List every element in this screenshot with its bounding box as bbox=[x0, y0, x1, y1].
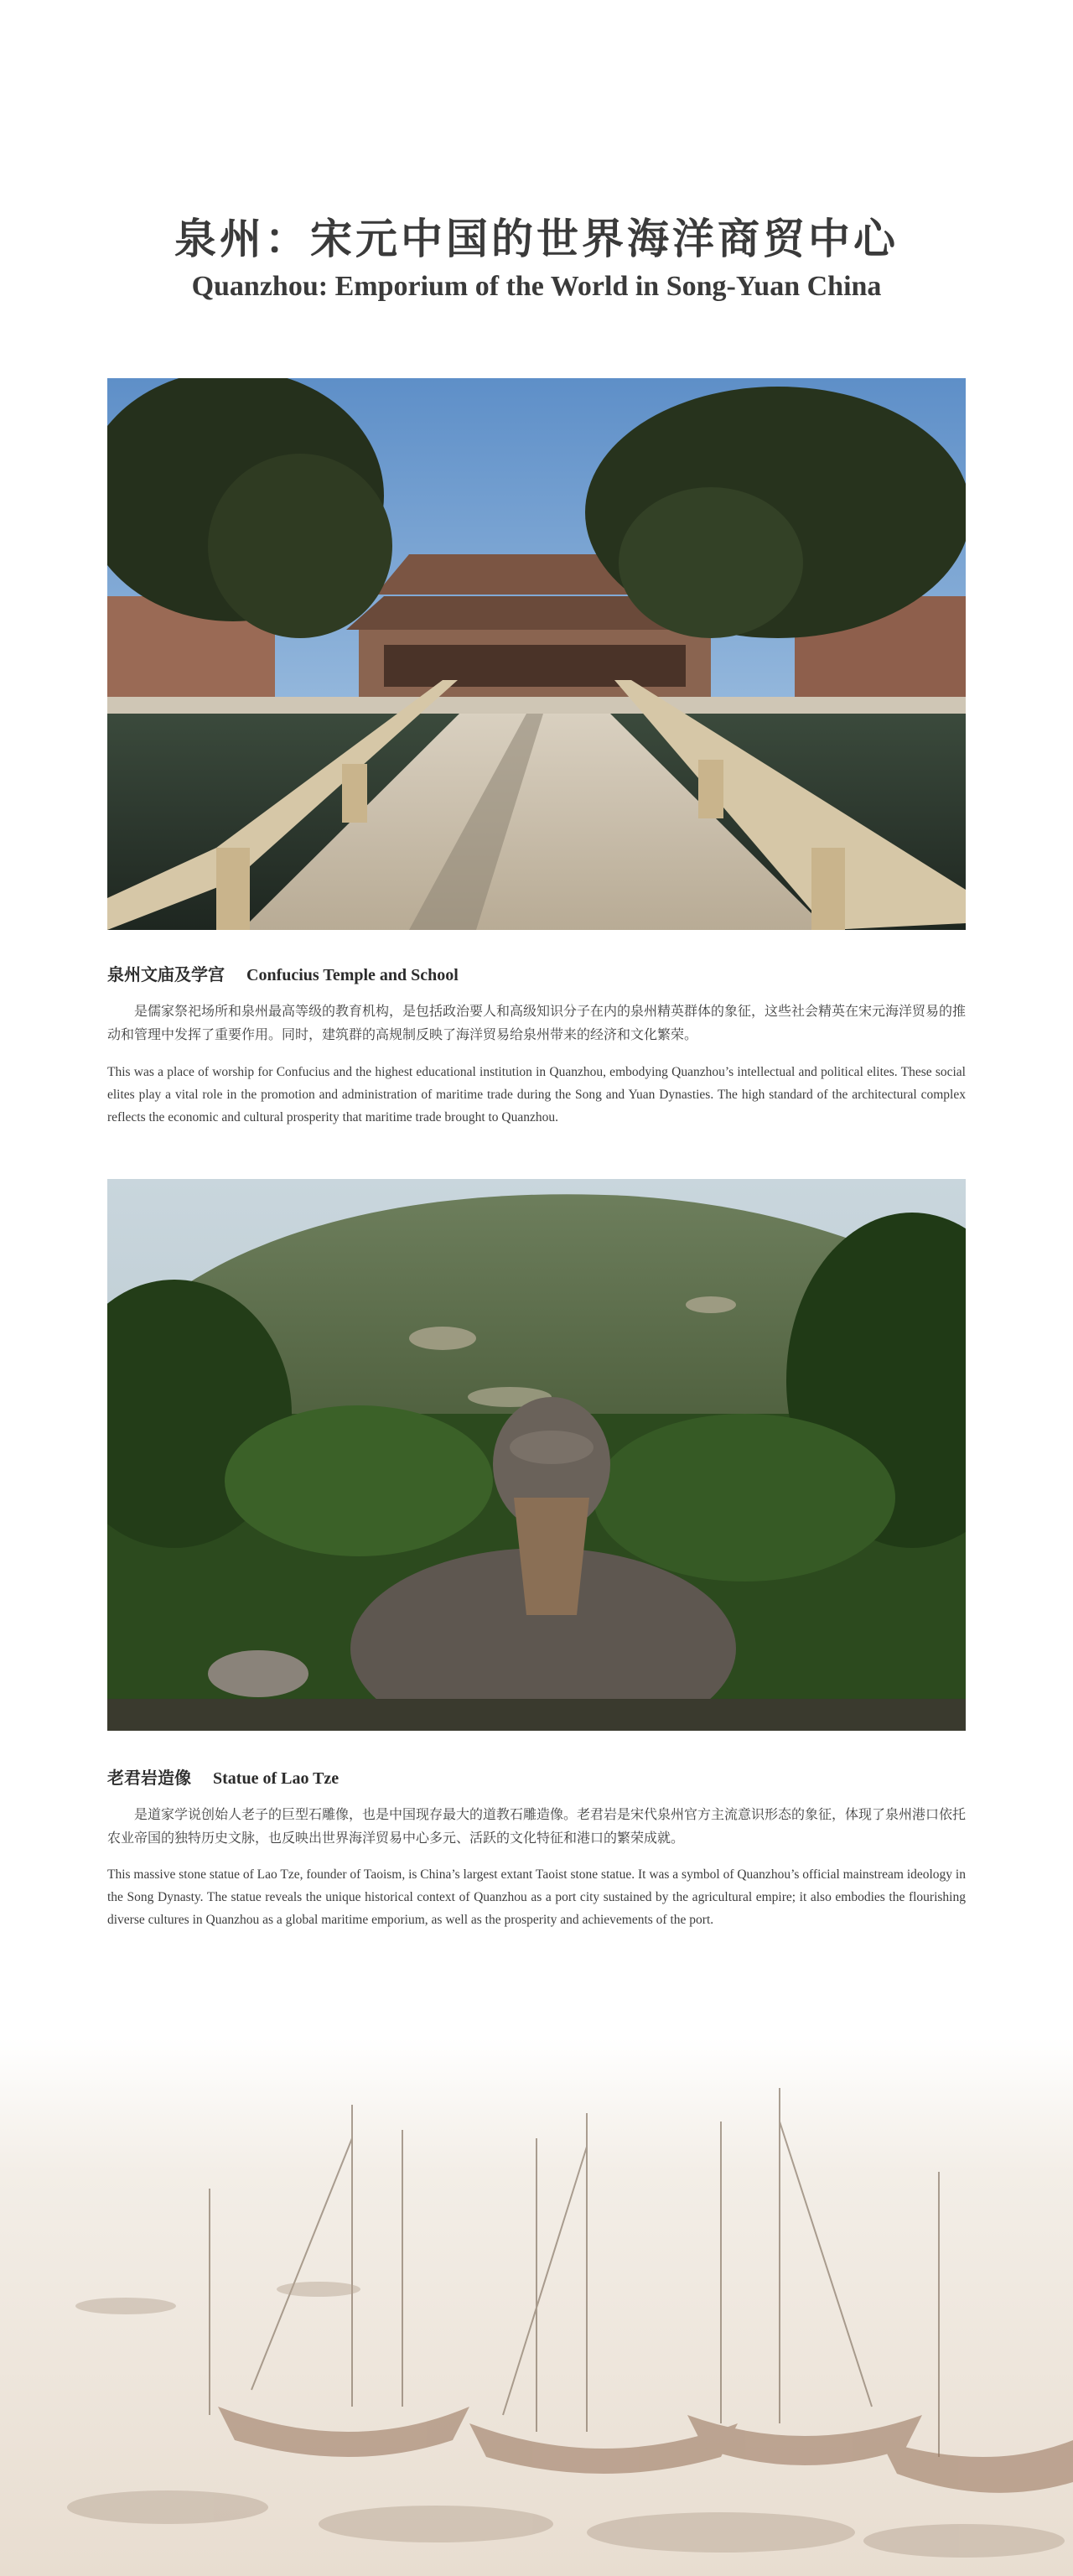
section-heading-cn: 老君岩造像 bbox=[107, 1768, 191, 1788]
section-body-cn: 是道家学说创始人老子的巨型石雕像，也是中国现存最大的道教石雕造像。老君岩是宋代泉州官方主流意识形态的象征，体现了泉州港口依托农业帝国的独特历史文脉，也反映出世界海洋贸易中心多元、活跃的文化特征和港口的繁荣成就。 bbox=[107, 1806, 967, 1846]
section-heading-lao-tze bbox=[107, 1764, 339, 1789]
page-title-cn: 泉州：宋元中国的世界海洋商贸中心 bbox=[174, 214, 899, 263]
confucius-temple-photo bbox=[107, 378, 966, 930]
section-body-cn: 是儒家祭祀场所和泉州最高等级的教育机构，是包括政治要人和高级知识分子在内的泉州精英群体的象征，这些社会精英在宋元海洋贸易的推动和管理中发挥了重要作用。同时，建筑群的高规制反映了海洋贸易给泉州带来的经济和文化繁荣。 bbox=[107, 1003, 967, 1042]
section-body-en: This massive stone statue of Lao Tze, founder of Taoism, is China’s largest extant Taoist stone statue. It was a symbol of Quanzhou’s official mainstream ideology in the Song Dynasty. The statue reveals the unique historical context of Quanzhou as a port city sustained by the agricultural empire; it also embodies the flourishing diverse cultures in Quanzhou as a global maritime emporium, as well as the prosperity and achievements of the port. bbox=[107, 1867, 966, 1927]
section-heading-confucius bbox=[107, 961, 459, 985]
section-body-en: This was a place of worship for Confucius and the highest educational institution in Quanzhou, embodying Quanzhou’s intellectual and political elites. These social elites play a vital role in the promotion and administration of maritime trade during the Song and Yuan Dynasties. The high standard of the architectural complex reflects the economic and cultural prosperity that maritime trade brought to Quanzhou. bbox=[107, 1065, 966, 1124]
lao-tze-statue-photo bbox=[107, 1179, 966, 1731]
page-title-en: Quanzhou: Emporium of the World in Song-Yuan China bbox=[191, 271, 882, 302]
harbor-ink-painting bbox=[0, 2038, 1073, 2576]
section-heading-cn: 泉州文庙及学宫 bbox=[107, 964, 225, 984]
section-heading-en: Confucius Temple and School bbox=[246, 966, 459, 984]
title-block bbox=[0, 205, 1073, 303]
section-heading-en: Statue of Lao Tze bbox=[213, 1769, 340, 1788]
